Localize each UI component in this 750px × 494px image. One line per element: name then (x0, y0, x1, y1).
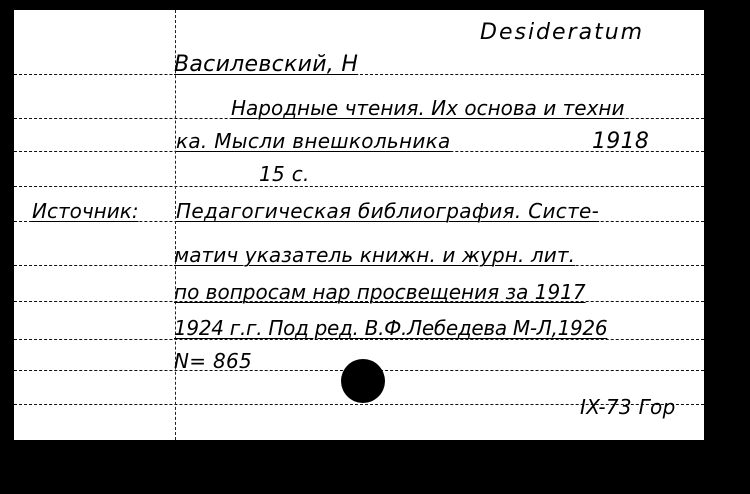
page-count: 15 с. (259, 162, 310, 186)
source-line-1: Педагогическая библиография. Систе- (176, 199, 600, 223)
shelf-mark: IX-73 Гор (580, 395, 676, 419)
source-label: Источник: (32, 199, 139, 223)
desideratum-stamp: Desideratum (480, 20, 645, 45)
ruled-line (14, 186, 704, 187)
publication-year: 1918 (592, 129, 650, 154)
source-line-3: по вопросам нар просвещения за 1917 (174, 280, 586, 304)
ruled-line (14, 74, 704, 75)
source-line-4: 1924 г.г. Под ред. В.Ф.Лебедева М-Л,1926 (174, 316, 608, 340)
author-name: Василевский, Н (174, 52, 359, 77)
source-line-2: матич указатель книжн. и журн. лит. (174, 243, 576, 267)
punch-hole (341, 359, 385, 403)
source-number: N= 865 (174, 349, 253, 373)
title-line-2: ка. Мысли внешкольника (176, 129, 451, 153)
catalog-card (14, 10, 704, 440)
title-line-1: Народные чтения. Их основа и техни (231, 96, 625, 120)
